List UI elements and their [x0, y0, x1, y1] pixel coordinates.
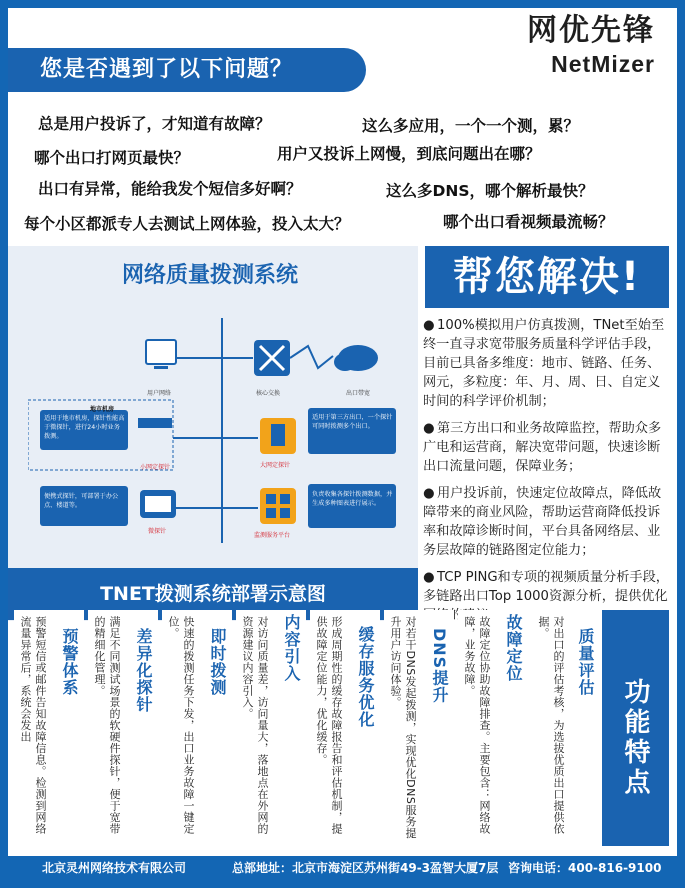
micro-probe-label: 微探针: [148, 528, 167, 535]
diagram-lines: [28, 318, 418, 568]
footer: [8, 853, 677, 880]
feature-probe-body: 满足不同测试场景的软硬件探针，便于宽带的精细化管理。: [93, 616, 121, 835]
feature-instant-body: 快速的拨测任务下发，出口业务故障一键定位。: [167, 616, 195, 835]
probe-box-2: 适用于第三方出口，一个探针可同时拨测多个出口。: [312, 414, 393, 430]
bullet-icon: ●: [423, 570, 435, 585]
feature-cache: [310, 610, 380, 846]
feature-instant-title: 即时拨测: [208, 628, 227, 696]
probe-box-3: 便携式探针，可部署于办公点、楼道等。: [44, 493, 119, 509]
feature-cache-title: 缓存服务优化: [356, 626, 375, 728]
question-8: 哪个出口看视频最流畅？: [443, 213, 614, 231]
computer-icon: [146, 340, 176, 364]
small-probe-icon: [138, 418, 172, 428]
diagram-caption: TNET拨测系统部署示意图: [8, 568, 418, 620]
solution-list: [423, 316, 669, 633]
solution-item-3: ● 用户投诉前，快速定位故障点，降低故障带来的商业风险，帮助运营商降低投诉率和故障诊断时间，平台具备网络层、业务层故障的链路图定位能力；: [423, 486, 662, 558]
question-banner: 您是否遇到了以下问题？: [8, 48, 366, 92]
question-1: 总是用户投诉了，才知道有故障？: [38, 115, 271, 133]
bullet-icon: ●: [423, 421, 435, 436]
bullet-icon: ●: [423, 486, 435, 501]
exit-bandwidth-label: 出口带宽: [346, 390, 371, 397]
feature-alert-title: 预警体系: [60, 628, 79, 696]
feature-dns-body: 对若干DNS发起拨测，实现优化DNS服务提升用户访问体验。: [389, 616, 417, 839]
features-title: 功能特点: [602, 610, 669, 846]
probe-box-4: 负责收集各探针拨测数据，并生成多种图表进行展示。: [312, 491, 393, 507]
feature-dns: [384, 610, 454, 846]
probe-box-1: 适用于地市机房，探针性能高于微探针，进行24小时业务拨测。: [44, 415, 125, 440]
feature-locate: [458, 610, 528, 846]
feature-probe: [88, 610, 158, 846]
feature-cache-body: 形成周期性的缓存故障报告和评估机制，提供故障定位能力，优化缓存。: [315, 616, 343, 835]
bullet-icon: ●: [423, 318, 435, 333]
feature-content: [236, 610, 306, 846]
feature-locate-body: 故障定位协助故障排查。主要包含：网络故障，业务故障。: [463, 616, 491, 835]
feature-quality-title: 质量评估: [576, 628, 595, 696]
feature-alert-body: 预警短信或邮件告知故障信息。检测到网络流量异常后，系统会发出: [19, 616, 47, 835]
logo: [495, 12, 655, 78]
footer-address: 总部地址：北京市海淀区苏州街49-3盈智大厦7层: [232, 861, 499, 875]
system-title: 网络质量拨测系统: [121, 263, 298, 288]
solution-item-2: ● 第三方出口和业务故障监控，帮助众多广电和运营商，解决宽带问题，快速诊断出口流量问题，保障业务；: [423, 421, 662, 474]
question-4: 用户又投诉上网慢，到底问题出在哪？: [277, 145, 541, 163]
question-3: 哪个出口打网页最快？: [34, 149, 190, 167]
feature-dns-title: DNS提升: [430, 628, 449, 704]
question-2: 这么多应用，一个一个测，累？: [362, 117, 580, 135]
platform-icon: [260, 488, 296, 524]
core-switch-label: 核心交换: [256, 390, 281, 397]
large-probe-label: 大网定探针: [260, 462, 291, 469]
city-room-label: 地市机房: [90, 406, 115, 413]
user-network-label: 用户网络: [147, 390, 172, 397]
question-7: 每个小区都派专人去测试上网体验，投入太大？: [24, 215, 350, 233]
deployment-diagram: [28, 318, 418, 568]
solution-item-4: ● TCP PING和专项的视频质量分析手段，多链路出口Top 1000资源分析，提供优化 的: [423, 570, 669, 623]
solution-item-1: ● 100%模拟用户仿真拨测，TNet至始至终一直寻求宽带服务质量科学评估手段，目前已具备多维度：地市、链路、任务、网元，多粒度：年、月、周、日、自定义时间的科学评价机制；: [423, 318, 665, 409]
question-6: 这么多DNS，哪个解析最快？: [386, 182, 594, 200]
feature-content-body: 对访问质量差，访问量大，落地点在外网的资源建议内容引入。: [241, 616, 269, 835]
question-5: 出口有异常，能给我发个短信多好啊？: [38, 180, 302, 198]
feature-content-title: 内容引入: [282, 614, 301, 682]
logo-english: NetMizer: [551, 51, 655, 77]
footer-company: 北京灵州网络技术有限公司: [42, 861, 187, 875]
feature-quality-body: 对出口的评估考核，为选拔优质出口提供依据。: [537, 616, 565, 835]
logo-chinese: 网优先锋: [527, 13, 655, 48]
feature-alert: [14, 610, 84, 846]
help-title: 帮您解决!: [425, 246, 669, 308]
feature-quality: [532, 610, 598, 846]
small-probe-label: 小网定探针: [140, 464, 171, 471]
feature-locate-title: 故障定位: [504, 614, 523, 682]
platform-label: 监测服务平台: [254, 532, 291, 539]
feature-probe-title: 差异化探针: [134, 628, 153, 713]
footer-phone: 咨询电话：400-816-9100: [508, 861, 662, 875]
feature-instant: [162, 610, 232, 846]
